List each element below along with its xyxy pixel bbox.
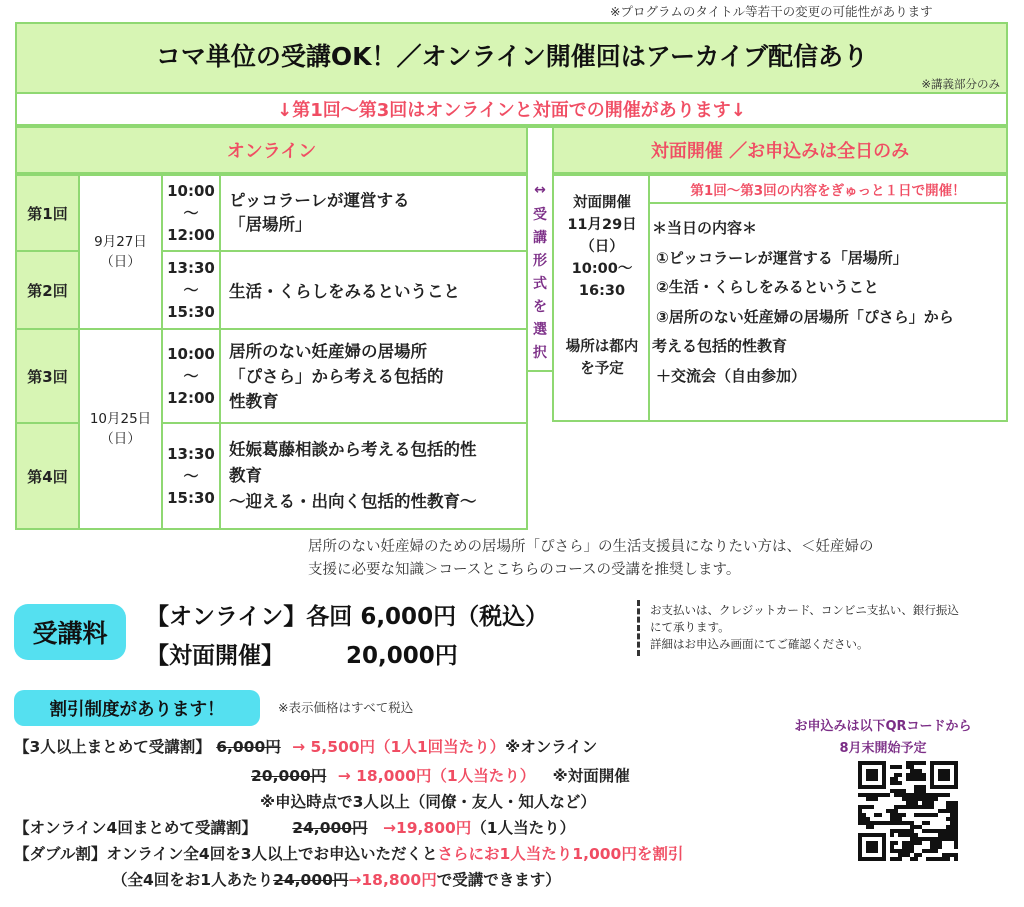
format-char: 択 [533,345,547,361]
old-price: 6,000円 [216,738,281,756]
date-cell [78,174,163,330]
payment-divider [637,600,640,656]
time-sep: 〜 [183,467,199,485]
time-start: 13:30 [167,259,215,277]
bidirectional-arrow-icon: ↔ [534,182,546,198]
recommendation-text [308,536,874,582]
format-char: 式 [533,276,547,292]
inperson-info-line: 対面開催 [573,195,631,211]
inperson-info-line: （日） [580,239,624,255]
contents-item: ③居所のない妊産婦の居場所「ぴさら」から [656,307,954,326]
payment-line: お支払いは、クレジットカード、コンビニ支払い、銀行振込 [650,603,959,617]
recommendation-line: 支援に必要な知識＞コースとこちらのコースの受講を推奨します。 [308,562,741,578]
inperson-place [554,336,650,380]
double-l2-b: で受講できます） [436,871,561,889]
new-price: → 18,000円（1人当たり） [337,767,536,785]
time-sep: 〜 [183,367,199,385]
contents-item: 考える包括的性教育 [652,337,788,355]
group-suffix: ※対面開催 [552,767,630,785]
time-end: 15:30 [167,303,215,321]
time-end: 12:00 [167,389,215,407]
double-pink: さらにお1人当たり1,000円を割引 [437,845,684,863]
format-char: 形 [533,253,547,269]
session-title-line: 「ぴさら」から考える包括的 [229,366,444,386]
inperson-subheader: 第1回〜第3回の内容をぎゅっと１日で開催！ [648,174,1008,204]
session-title-line: 〜迎える・出向く包括的性教育〜 [229,492,477,511]
double-discount-line2 [112,868,561,890]
new-price: →18,800円 [348,871,437,889]
new-price: → 5,500円（1人1回当たり） [292,738,506,756]
time-cell [161,250,221,330]
four-suffix: （1人当たり） [471,819,576,837]
session-title-line: ピッコラーレが運営する [229,191,410,210]
banner [15,22,1008,94]
date-weekday: （日） [100,431,141,447]
time-end: 15:30 [167,489,215,507]
payment-info [650,602,959,653]
inperson-contents-text [652,214,1012,391]
inperson-info-cell [552,174,650,422]
session-title-line: 生活・くらしをみるということ [229,282,460,301]
session-title-line: 居所のない妊産婦の居場所 [229,341,427,361]
format-char: 選 [533,322,547,338]
session-title-line: 妊娠葛藤相談から考える包括的性 [229,440,477,459]
old-price: 24,000円 [292,819,368,837]
tax-note: ※表示価格はすべて税込 [278,700,414,715]
double-l2-a: （全4回をお1人あたり [112,871,274,889]
time-start: 10:00 [167,182,215,200]
session-title-line: 「居場所」 [229,215,312,234]
online-header: オンライン [15,126,528,174]
banner-title: コマ単位の受講OK！／オンライン開催回はアーカイブ配信あり [155,42,869,71]
inperson-info-line: 11月29日 [567,217,637,233]
format-char: 講 [533,230,547,246]
group-note: ※申込時点で3人以上（同僚・友人・知人など） [260,793,596,811]
contents-item: ＋交流会（自由参加） [656,366,807,385]
session-label: 第1回 [15,174,80,252]
session-title [219,422,528,530]
fee-online: 【オンライン】各回 6,000円（税込） [146,604,549,630]
banner-note: ※講義部分のみ [921,77,1000,91]
top-note: ※プログラムのタイトル等若干の変更の可能性があります [610,4,933,19]
discount-badge: 割引制度があります！ [14,690,260,726]
old-price: 20,000円 [251,767,327,785]
time-cell [161,328,221,424]
group-discount-line1 [14,735,597,757]
double-label: 【ダブル割】オンライン全4回を3人以上でお申込いただくと [14,845,438,863]
payment-line: にて承ります。 [650,620,730,634]
date-cell [78,328,163,530]
inperson-info-line: 16:30 [578,283,626,299]
time-sep: 〜 [183,204,199,222]
inperson-header: 対面開催 ／お申込みは全日のみ [552,126,1008,174]
four-session-discount [14,816,575,838]
group-label: 【3人以上まとめて受講割】 [14,738,211,756]
fee-badge: 受講料 [14,604,126,660]
qr-caption-line: 8月末開始予定 [839,741,927,756]
session-label: 第2回 [15,250,80,330]
time-start: 10:00 [167,345,215,363]
session-title [219,328,528,424]
session-title-line: 教育 [229,466,262,485]
old-price: 24,000円 [273,871,349,889]
four-label: 【オンライン4回まとめて受講割】 [14,819,257,837]
fee-inperson-price: 20,000円 [346,643,458,669]
session-title [219,174,528,252]
time-start: 13:30 [167,445,215,463]
group-suffix: ※オンライン [505,738,598,756]
session-label: 第3回 [15,328,80,424]
format-select-text [528,204,552,365]
recommendation-line: 居所のない妊産婦のための居場所「ぴさら」の生活支援員になりたい方は、＜妊産婦の [308,539,874,555]
place-line: を予定 [580,361,624,377]
time-sep: 〜 [183,281,199,299]
session-title-line: 性教育 [229,391,279,411]
qr-code-icon[interactable] [858,761,958,861]
inperson-info-line: 10:00〜 [571,261,633,277]
qr-caption [778,716,988,760]
time-end: 12:00 [167,226,215,244]
inperson-date-info [554,192,650,302]
session-label: 第4回 [15,422,80,530]
double-discount-line1 [14,842,683,864]
date-weekday: （日） [100,254,141,270]
contents-item: ①ピッコラーレが運営する「居場所」 [656,248,908,267]
contents-title: ＊当日の内容＊ [652,219,758,237]
date-text: 10月25日 [89,411,152,427]
time-cell [161,422,221,530]
new-price: →19,800円 [382,819,472,837]
qr-caption-line: お申込みは以下QRコードから [794,719,972,734]
date-text: 9月27日 [94,234,147,250]
subheader: ↓第1回〜第3回はオンラインと対面での開催があります↓ [15,92,1008,126]
format-char: 受 [533,207,547,223]
format-char: を [533,299,547,315]
time-cell [161,174,221,252]
payment-line: 詳細はお申込み画面にてご確認ください。 [650,637,869,651]
place-line: 場所は都内 [565,339,639,355]
contents-item: ②生活・くらしをみるということ [656,278,879,296]
group-discount-line2 [251,764,630,786]
format-select-column [528,126,552,372]
session-title [219,250,528,330]
fee-inperson-label: 【対面開催】 [146,643,284,669]
